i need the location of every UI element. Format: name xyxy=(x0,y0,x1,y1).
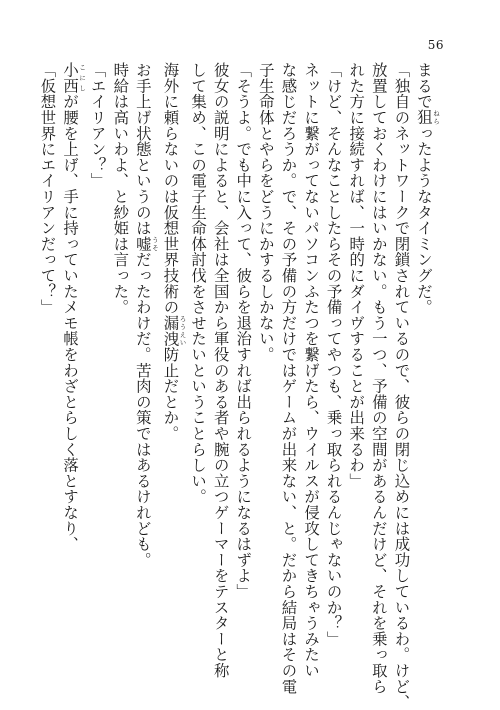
text-segment: 彼女の説明によると、会社は全国から軍役のある者や腕の立つゲーマーをテスターと称 xyxy=(211,62,230,679)
text-segment: な感じだろうか。で、その予備の方だけではゲームが出来ない、と。だから結局はその電 xyxy=(279,62,298,694)
ruby-reading: ろうえい xyxy=(178,314,187,347)
ruby-reading: うそ xyxy=(150,235,159,252)
text-line xyxy=(367,62,390,694)
text-segment: だったわけだ。苦肉の策ではあるけれども。 xyxy=(133,251,152,568)
text-segment: れた方に接続すれば、一時的にダイヴすることが出来るわ」 xyxy=(347,62,366,489)
ruby-annotation: 嘘 うそ xyxy=(133,235,159,252)
text-line xyxy=(159,62,187,662)
text-segment: 「仮想世界にエイリアンだって？」 xyxy=(38,62,57,315)
text-segment: 時給は高いわよ、と紗姫は言った。 xyxy=(111,62,130,315)
text-line xyxy=(390,62,413,710)
text-segment: 海外に頼らないのは仮想世界技術の xyxy=(161,62,180,315)
text-line xyxy=(186,62,209,662)
text-segment: お手上げ状態というのは xyxy=(133,62,152,236)
text-segment: が腰を上げ、手に持っていたメモ帳をわざとらしく落とすなり、 xyxy=(61,93,80,552)
text-line xyxy=(254,62,277,662)
text-segment: して集め、この電子生命体討伐をさせたいということらしい。 xyxy=(189,62,208,505)
vertical-text-body xyxy=(36,62,440,710)
text-segment: 放置しておくわけにはいかない。もう一つ、予備の空間があるんだけど、それを乗っ取ら xyxy=(369,62,388,694)
text-line xyxy=(322,62,345,662)
text-segment: ネットに繋がってないパソコンふたつを繋げたら、ウイルスが侵攻してきちゃうみたい xyxy=(302,62,321,679)
text-segment: 防止だとか。 xyxy=(161,346,180,442)
text-line xyxy=(232,62,255,662)
text-segment: 「そうよ。でも中に入って、彼らを退治すれば出られるようになるはずよ」 xyxy=(234,62,253,600)
text-line xyxy=(59,62,87,662)
text-segment: 子生命体とやらをどうにかするしかない。 xyxy=(256,62,275,363)
text-line xyxy=(36,62,59,662)
text-line xyxy=(345,62,368,662)
ruby-annotation: 漏洩 ろうえい xyxy=(161,314,187,347)
text-line xyxy=(86,62,109,662)
text-line xyxy=(299,62,322,679)
text-segment: 「独自のネットワークで閉鎖されているので、彼らの閉じ込めには成功しているわ。けど、 xyxy=(392,62,411,710)
text-line xyxy=(209,62,232,679)
text-line xyxy=(109,62,132,662)
text-segment: 「けど、そんなことしたらその予備ってやつも、乗っ取られるんじゃないのか？」 xyxy=(324,62,343,647)
text-line xyxy=(277,62,300,694)
ruby-annotation: 狙 ねら xyxy=(415,109,440,126)
text-segment: 「エイリアン？」 xyxy=(88,62,107,189)
ruby-annotation: 小西 こにし xyxy=(61,62,87,94)
text-segment: まるで xyxy=(415,62,433,110)
ruby-reading: ねら xyxy=(432,109,440,126)
ruby-reading: こにし xyxy=(78,62,87,94)
page-number: 56 xyxy=(427,38,444,52)
text-segment: ったようなタイミングだ。 xyxy=(415,125,433,315)
text-line xyxy=(412,62,440,662)
text-line xyxy=(131,62,159,662)
